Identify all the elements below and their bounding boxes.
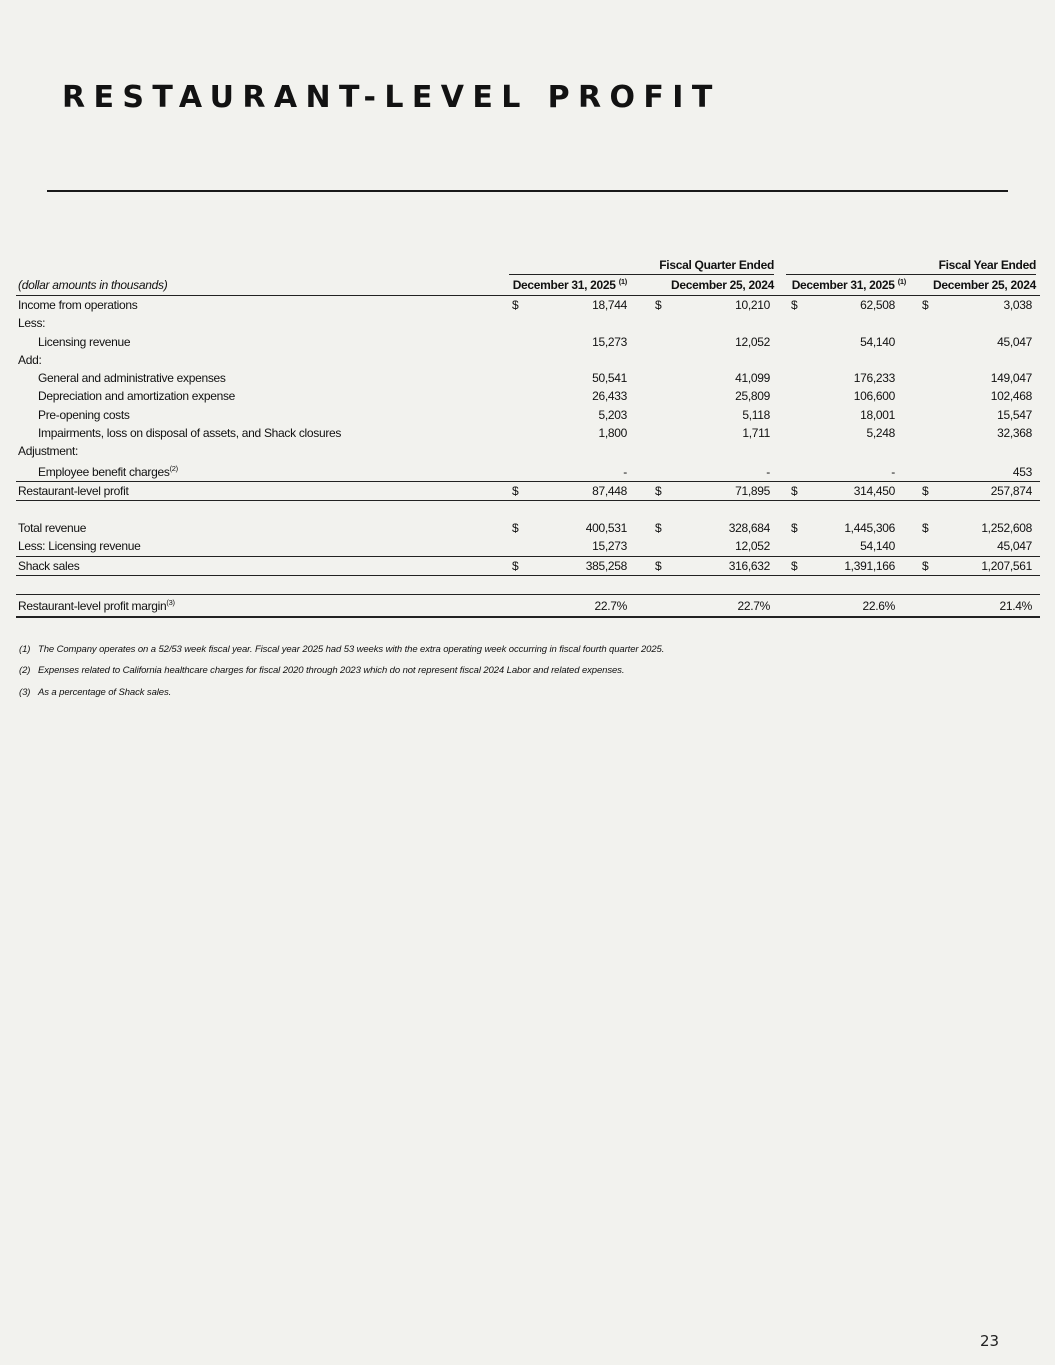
units-label: (dollar amounts in thousands)	[18, 278, 168, 292]
currency-symbol: $	[791, 558, 798, 573]
cell-value: 32,368	[997, 426, 1032, 441]
cell-value: 176,233	[853, 371, 895, 386]
currency-symbol: $	[922, 520, 929, 535]
cell-value: 71,895	[735, 483, 770, 498]
footnote-number: (2)	[19, 665, 31, 677]
row-label: Licensing revenue	[38, 334, 131, 349]
title-divider	[47, 190, 1008, 192]
table-row	[16, 333, 1040, 351]
page-title: RESTAURANT-LEVEL PROFIT	[62, 80, 721, 115]
cell-value: 41,099	[735, 371, 770, 386]
cell-value: 25,809	[735, 389, 770, 404]
cell-value: 10,210	[735, 298, 770, 312]
section-label: Adjustment:	[18, 444, 79, 459]
cell-value: 15,273	[592, 334, 627, 349]
cell-value: 5,248	[866, 426, 895, 441]
column-header-y-2025: December 31, 2025 $^{(1)}$	[791, 277, 906, 292]
table-row	[16, 369, 1040, 387]
row-label: Income from operations	[18, 298, 138, 312]
table-row-margin	[16, 595, 1040, 618]
cell-value: 12,052	[735, 539, 770, 554]
cell-value: 257,874	[990, 483, 1032, 498]
row-label: Restaurant-level profit margin$^{(3)}$	[18, 597, 175, 613]
row-label: Less: Licensing revenue	[18, 539, 141, 554]
row-label: Pre-opening costs	[38, 407, 130, 422]
cell-value: 1,391,166	[844, 558, 895, 573]
footnote-ref: (3)	[166, 597, 175, 607]
cell-value: 12,052	[735, 334, 770, 349]
section-label: Less:	[18, 316, 46, 331]
cell-value: 22.6%	[862, 598, 895, 613]
cell-value: 18,001	[860, 407, 895, 422]
cell-value: 3,038	[1003, 298, 1032, 312]
column-header-row	[16, 275, 1040, 296]
row-label: Total revenue	[18, 520, 87, 535]
cell-value: 316,632	[728, 558, 770, 573]
cell-value: 22.7%	[737, 598, 770, 613]
cell-value: 50,541	[592, 371, 627, 386]
cell-value: 5,118	[742, 407, 770, 422]
row-label: Restaurant-level profit	[18, 483, 129, 498]
cell-value: 26,433	[592, 389, 627, 404]
table-row-total	[16, 481, 1040, 501]
column-header-q-2025: December 31, 2025 $^{(1)}$	[512, 277, 627, 292]
cell-value: 54,140	[860, 334, 895, 349]
currency-symbol: $	[655, 483, 662, 498]
cell-value: -	[623, 464, 627, 479]
cell-value: 62,508	[860, 298, 895, 312]
table-row	[16, 537, 1040, 556]
cell-value: 15,273	[592, 539, 627, 554]
table-row	[16, 461, 1040, 481]
cell-value: 1,711	[742, 426, 770, 441]
footnote-text: The Company operates on a 52/53 week fiscal year. Fiscal year 2025 had 53 weeks with the extra operating week occurring in fiscal fourth quarter 2025.	[38, 644, 665, 655]
currency-symbol: $	[655, 558, 662, 573]
column-header-q-2024: December 25, 2024	[671, 278, 774, 292]
cell-value: 1,207,561	[981, 558, 1032, 573]
row-label: Employee benefit charges$^{(2)}$	[38, 463, 178, 479]
cell-value: 102,468	[990, 389, 1032, 404]
currency-symbol: $	[512, 520, 519, 535]
cell-value: 15,547	[997, 407, 1032, 422]
currency-symbol: $	[922, 558, 929, 573]
currency-symbol: $	[655, 520, 662, 535]
cell-value: 5,203	[598, 407, 627, 422]
table-row	[16, 519, 1040, 537]
footnote-text: Expenses related to California healthcare charges for fiscal 2020 through 2023 which do not represent fiscal 2024 Labor and related expenses.	[38, 665, 625, 677]
footnote-number: (1)	[19, 644, 31, 655]
table-row	[16, 314, 1040, 332]
currency-symbol: $	[655, 298, 662, 312]
footnote-item	[19, 643, 1019, 664]
cell-value: 45,047	[997, 539, 1032, 554]
cell-value: 400,531	[585, 520, 627, 535]
row-label: Shack sales	[18, 558, 80, 573]
restaurant-level-profit-table	[16, 256, 1040, 618]
footnote-ref: (2)	[169, 463, 178, 473]
cell-value: 1,252,608	[981, 520, 1032, 535]
table-row	[16, 351, 1040, 369]
currency-symbol: $	[922, 483, 929, 498]
cell-value: 149,047	[990, 371, 1032, 386]
cell-value: 106,600	[853, 389, 895, 404]
cell-value: 45,047	[997, 334, 1032, 349]
table-row	[16, 387, 1040, 405]
cell-value: 22.7%	[594, 598, 627, 613]
cell-value: 453	[1012, 464, 1032, 479]
row-label: Impairments, loss on disposal of assets, and Shack closures	[38, 426, 342, 441]
row-spacer	[16, 576, 1040, 595]
table-row-total	[16, 557, 1040, 576]
cell-value: -	[891, 464, 895, 479]
column-header-y-2024: December 25, 2024	[933, 278, 1036, 292]
footnote-item	[19, 664, 1019, 685]
currency-symbol: $	[791, 298, 798, 312]
footnotes	[19, 643, 1019, 707]
currency-symbol: $	[512, 298, 519, 312]
footnote-number: (3)	[19, 686, 31, 698]
table-row	[16, 406, 1040, 424]
cell-value: 1,445,306	[844, 520, 895, 535]
cell-value: 21.4%	[999, 598, 1032, 613]
fiscal-year-header: Fiscal Year Ended	[786, 256, 1036, 275]
currency-symbol: $	[512, 558, 519, 573]
group-header-row	[16, 256, 1040, 275]
footnote-item	[19, 686, 1019, 707]
cell-value: -	[766, 464, 770, 479]
currency-symbol: $	[512, 483, 519, 498]
currency-symbol: $	[922, 298, 929, 312]
table-row	[16, 296, 1040, 314]
cell-value: 1,800	[598, 426, 627, 441]
footnote-text: As a percentage of Shack sales.	[38, 686, 172, 698]
currency-symbol: $	[791, 483, 798, 498]
fiscal-quarter-header: Fiscal Quarter Ended	[509, 256, 774, 275]
cell-value: 87,448	[592, 483, 627, 498]
row-label: General and administrative expenses	[38, 371, 226, 386]
cell-value: 18,744	[592, 298, 627, 312]
currency-symbol: $	[791, 520, 798, 535]
row-label: Depreciation and amortization expense	[38, 389, 236, 404]
page-number: 23	[980, 1332, 1000, 1350]
table-row	[16, 424, 1040, 442]
section-label: Add:	[18, 352, 42, 367]
cell-value: 328,684	[728, 520, 770, 535]
row-spacer	[16, 501, 1040, 519]
cell-value: 54,140	[860, 539, 895, 554]
table-row	[16, 442, 1040, 460]
cell-value: 314,450	[853, 483, 895, 498]
cell-value: 385,258	[585, 558, 627, 573]
